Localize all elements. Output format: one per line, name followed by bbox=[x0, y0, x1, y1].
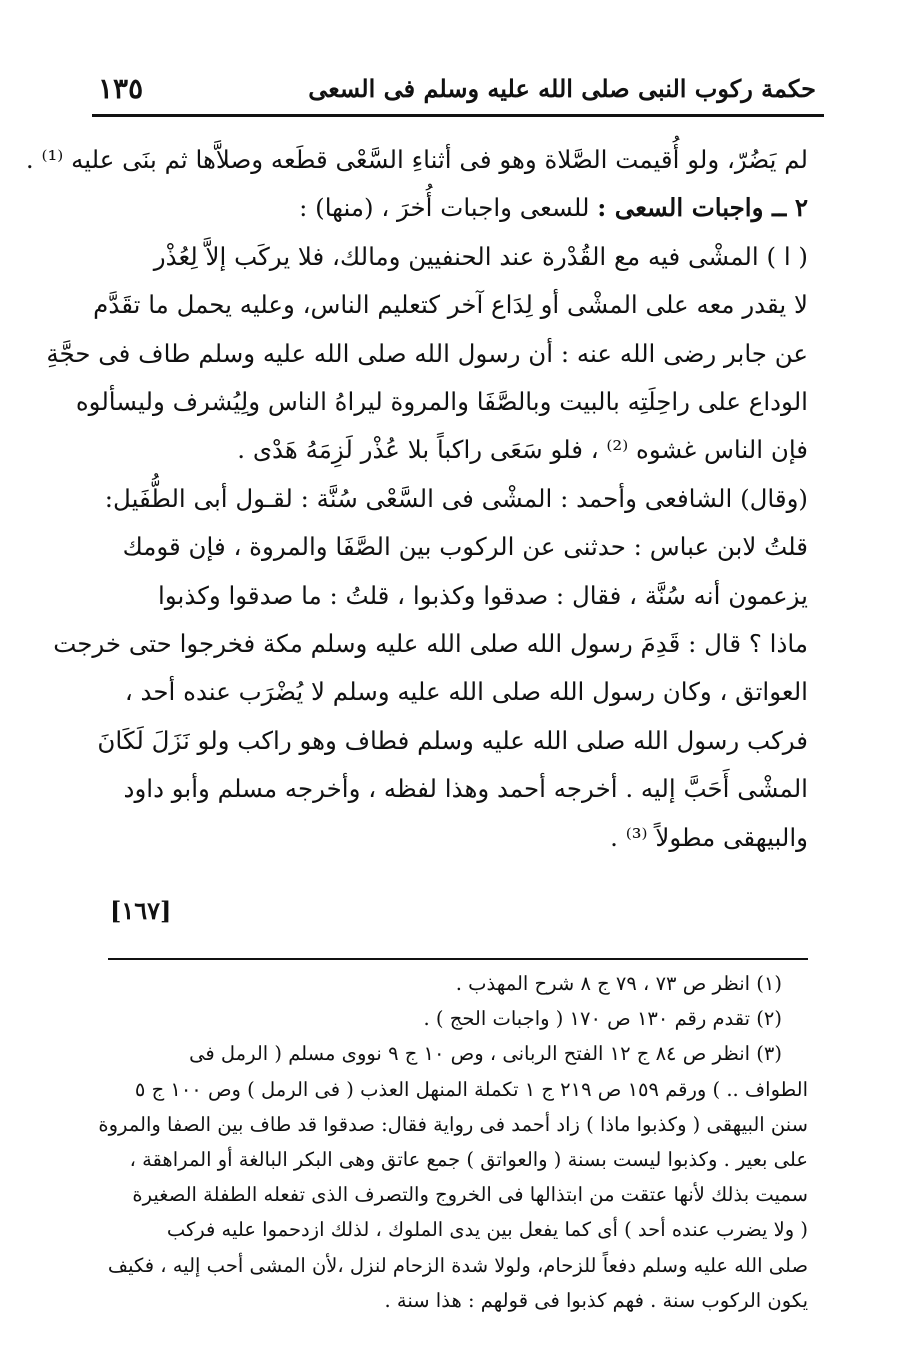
text-line: عن جابر رضى الله عنه : أن رسول الله صلى الله عليه وسلم طاف فى حجَّةِ bbox=[46, 338, 808, 368]
footnote-line: على بعير . وكذبوا ليست بسنة ( والعواتق ) جمع عاتق وهى البكر البالغة أو المراهقة ، bbox=[129, 1148, 808, 1172]
section-heading: ٢ ــ واجبات السعى : bbox=[597, 193, 808, 223]
text-line: ( ا ) المشْى فيه مع القُدْرة عند الحنفيين ومالك، فلا يركَب إلاَّ لِعُذْر bbox=[153, 241, 808, 271]
text-line: قلتُ لابن عباس : حدثنى عن الركوب بين الصَّفَا والمروة ، فإن قومك bbox=[122, 532, 808, 562]
running-title: حكمة ركوب النبى صلى الله عليه وسلم فى السعى bbox=[308, 74, 816, 103]
page-number: ١٣٥ bbox=[98, 72, 144, 105]
text-line: لم يَضُرّ، ولو أُقيمت الصَّلاة وهو فى أثناءِ السَّعْى قطَعه وصلاَّها ثم بنَى عليه ⁽¹⁾ . bbox=[25, 145, 808, 174]
footnote-line: سنن البيهقى ( وكذبوا ماذا ) زاد أحمد فى رواية فقال: صدقوا قد طاف بين الصفا والمروة bbox=[98, 1112, 808, 1136]
footnote-line: ( ولا يضرب عنده أحد ) أى كما يفعل بين يدى الملوك ، لذلك ازدحموا عليه فركب bbox=[166, 1218, 808, 1242]
page-header bbox=[92, 70, 824, 117]
footnote-line: (٢) تقدم رقم ١٣٠ ص ١٧٠ ( واجبات الحج ) . bbox=[423, 1007, 782, 1031]
text-line: والبيهقى مطولاً ⁽³⁾ . bbox=[610, 822, 808, 852]
footnotes bbox=[100, 966, 808, 1318]
footnote-line: (٣) انظر ص ٨٤ ج ١٢ الفتح الربانى ، وص ١٠ ج ٩ نووى مسلم ( الرمل فى bbox=[189, 1042, 782, 1066]
hadith-reference-number: [١٦٧] bbox=[110, 896, 172, 925]
text-line: (وقال) الشافعى وأحمد : المشْى فى السَّعْى سُنَّة : لقـول أبى الطُّفَيل: bbox=[104, 483, 808, 513]
text-line: لا يقدر معه على المشْى أو لِدَاع آخر كتعليم الناس، وعليه يحمل ما تقَدَّم bbox=[93, 290, 808, 320]
main-text bbox=[25, 136, 808, 862]
section-heading-rest: للسعى واجبات أُخرَ ، (منها) : bbox=[299, 193, 598, 223]
footnote-divider bbox=[108, 958, 808, 960]
section-heading-line bbox=[100, 184, 808, 232]
text-line: العواتق ، وكان رسول الله صلى الله عليه وسلم لا يُضْرَب عنده أحد ، bbox=[124, 677, 808, 707]
text-line: ماذا ؟ قال : قَدِمَ رسول الله صلى الله عليه وسلم مكة فخرجوا حتى خرجت bbox=[53, 629, 808, 659]
text-line: يزعمون أنه سُنَّة ، فقال : صدقوا وكذبوا ، قلتُ : ما صدقوا وكذبوا bbox=[158, 580, 808, 610]
text-line: الوداع على راحِلَتِه بالبيت وبالصَّفَا والمروة ليراهُ الناس ولِيُشرف وليسألوه bbox=[75, 387, 808, 417]
text-line: المشْى أَحَبَّ إليه . أخرجه أحمد وهذا لفظه ، وأخرجه مسلم وأبو داود bbox=[123, 774, 808, 804]
footnote-line: يكون الركوب سنة . فهم كذبوا فى قولهم : هذا سنة . bbox=[384, 1288, 808, 1312]
text-line: فإن الناس غشوه ⁽²⁾ ، فلو سَعَى راكباً بلا عُذْر لَزِمَهُ هَدْى . bbox=[237, 435, 808, 465]
footnote-line: (١) انظر ص ٧٣ ، ٧٩ ج ٨ شرح المهذب . bbox=[455, 972, 782, 995]
footnote-line: الطواف .. ) ورقم ١٥٩ ص ٢١٩ ج ١ تكملة المنهل العذب ( فى الرمل ) وص ١٠٠ ج ٥ bbox=[134, 1077, 808, 1101]
footnote-line: سميت بذلك لأنها عتقت من ابتذالها فى الخروج والتصرف الذى تفعله الطفلة الصغيرة bbox=[132, 1183, 808, 1207]
text-line: فركب رسول الله صلى الله عليه وسلم فطاف وهو راكب ولو نَزَلَ لَكَانَ bbox=[97, 725, 808, 755]
footnote-line: صلى الله عليه وسلم دفعاً للزحام، ولولا شدة الزحام لنزل ،لأن المشى أحب إليه ، فكيف bbox=[107, 1253, 808, 1277]
